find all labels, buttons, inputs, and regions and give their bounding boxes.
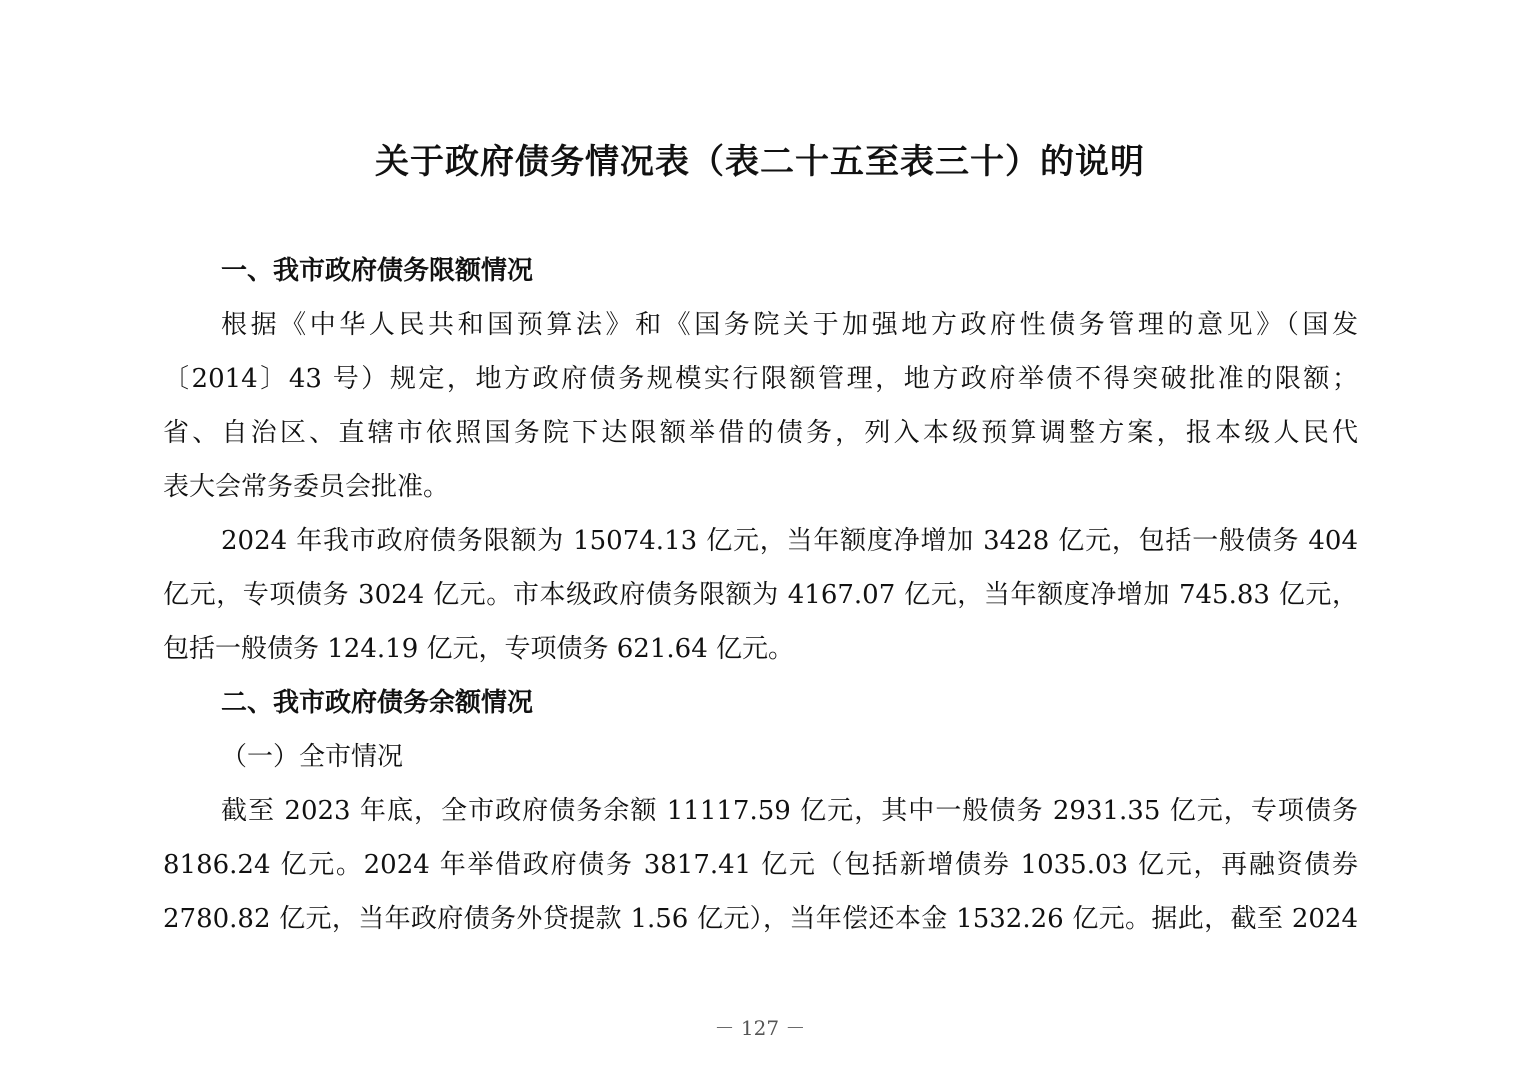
paragraph-legal-basis <box>163 298 1358 514</box>
subsection-heading-city: （一）全市情况 <box>221 742 404 772</box>
text-line: 根据《中华人民共和国预算法》和《国务院关于加强地方政府性债务管理的意见》（国发 <box>221 310 1358 340</box>
section-heading-limit: 一、我市政府债务限额情况 <box>221 256 534 286</box>
text-line: 亿元，专项债务 3024 亿元。市本级政府债务限额为 4167.07 亿元，当年额度净增加 745.83 亿元， <box>163 580 1358 610</box>
document-body <box>163 244 1358 946</box>
page-number: － 127 － <box>714 1016 806 1040</box>
paragraph-limit-2024 <box>163 514 1358 676</box>
text-line: 8186.24 亿元。2024 年举借政府债务 3817.41 亿元（包括新增债券 1035.03 亿元，再融资债券 <box>163 850 1358 880</box>
paragraph-balance-city <box>163 784 1358 946</box>
text-line: 包括一般债务 124.19 亿元，专项债务 621.64 亿元。 <box>163 634 795 664</box>
section-heading-balance: 二、我市政府债务余额情况 <box>221 688 534 718</box>
text-line: 表大会常务委员会批准。 <box>163 472 450 502</box>
text-line: 截至 2023 年底，全市政府债务余额 11117.59 亿元，其中一般债务 2931.35 亿元，专项债务 <box>221 796 1358 826</box>
document-title: 关于政府债务情况表（表二十五至表三十）的说明 <box>375 142 1145 182</box>
text-line: 2024 年我市政府债务限额为 15074.13 亿元，当年额度净增加 3428 亿元，包括一般债务 404 <box>221 526 1358 556</box>
text-line: 2780.82 亿元，当年政府债务外贷提款 1.56 亿元），当年偿还本金 1532.26 亿元。据此，截至 2024 <box>163 904 1358 934</box>
text-line: 〔2014〕43 号）规定，地方政府债务规模实行限额管理，地方政府举债不得突破批准的限额； <box>163 364 1358 394</box>
text-line: 省、自治区、直辖市依照国务院下达限额举借的债务，列入本级预算调整方案，报本级人民代 <box>163 418 1358 448</box>
